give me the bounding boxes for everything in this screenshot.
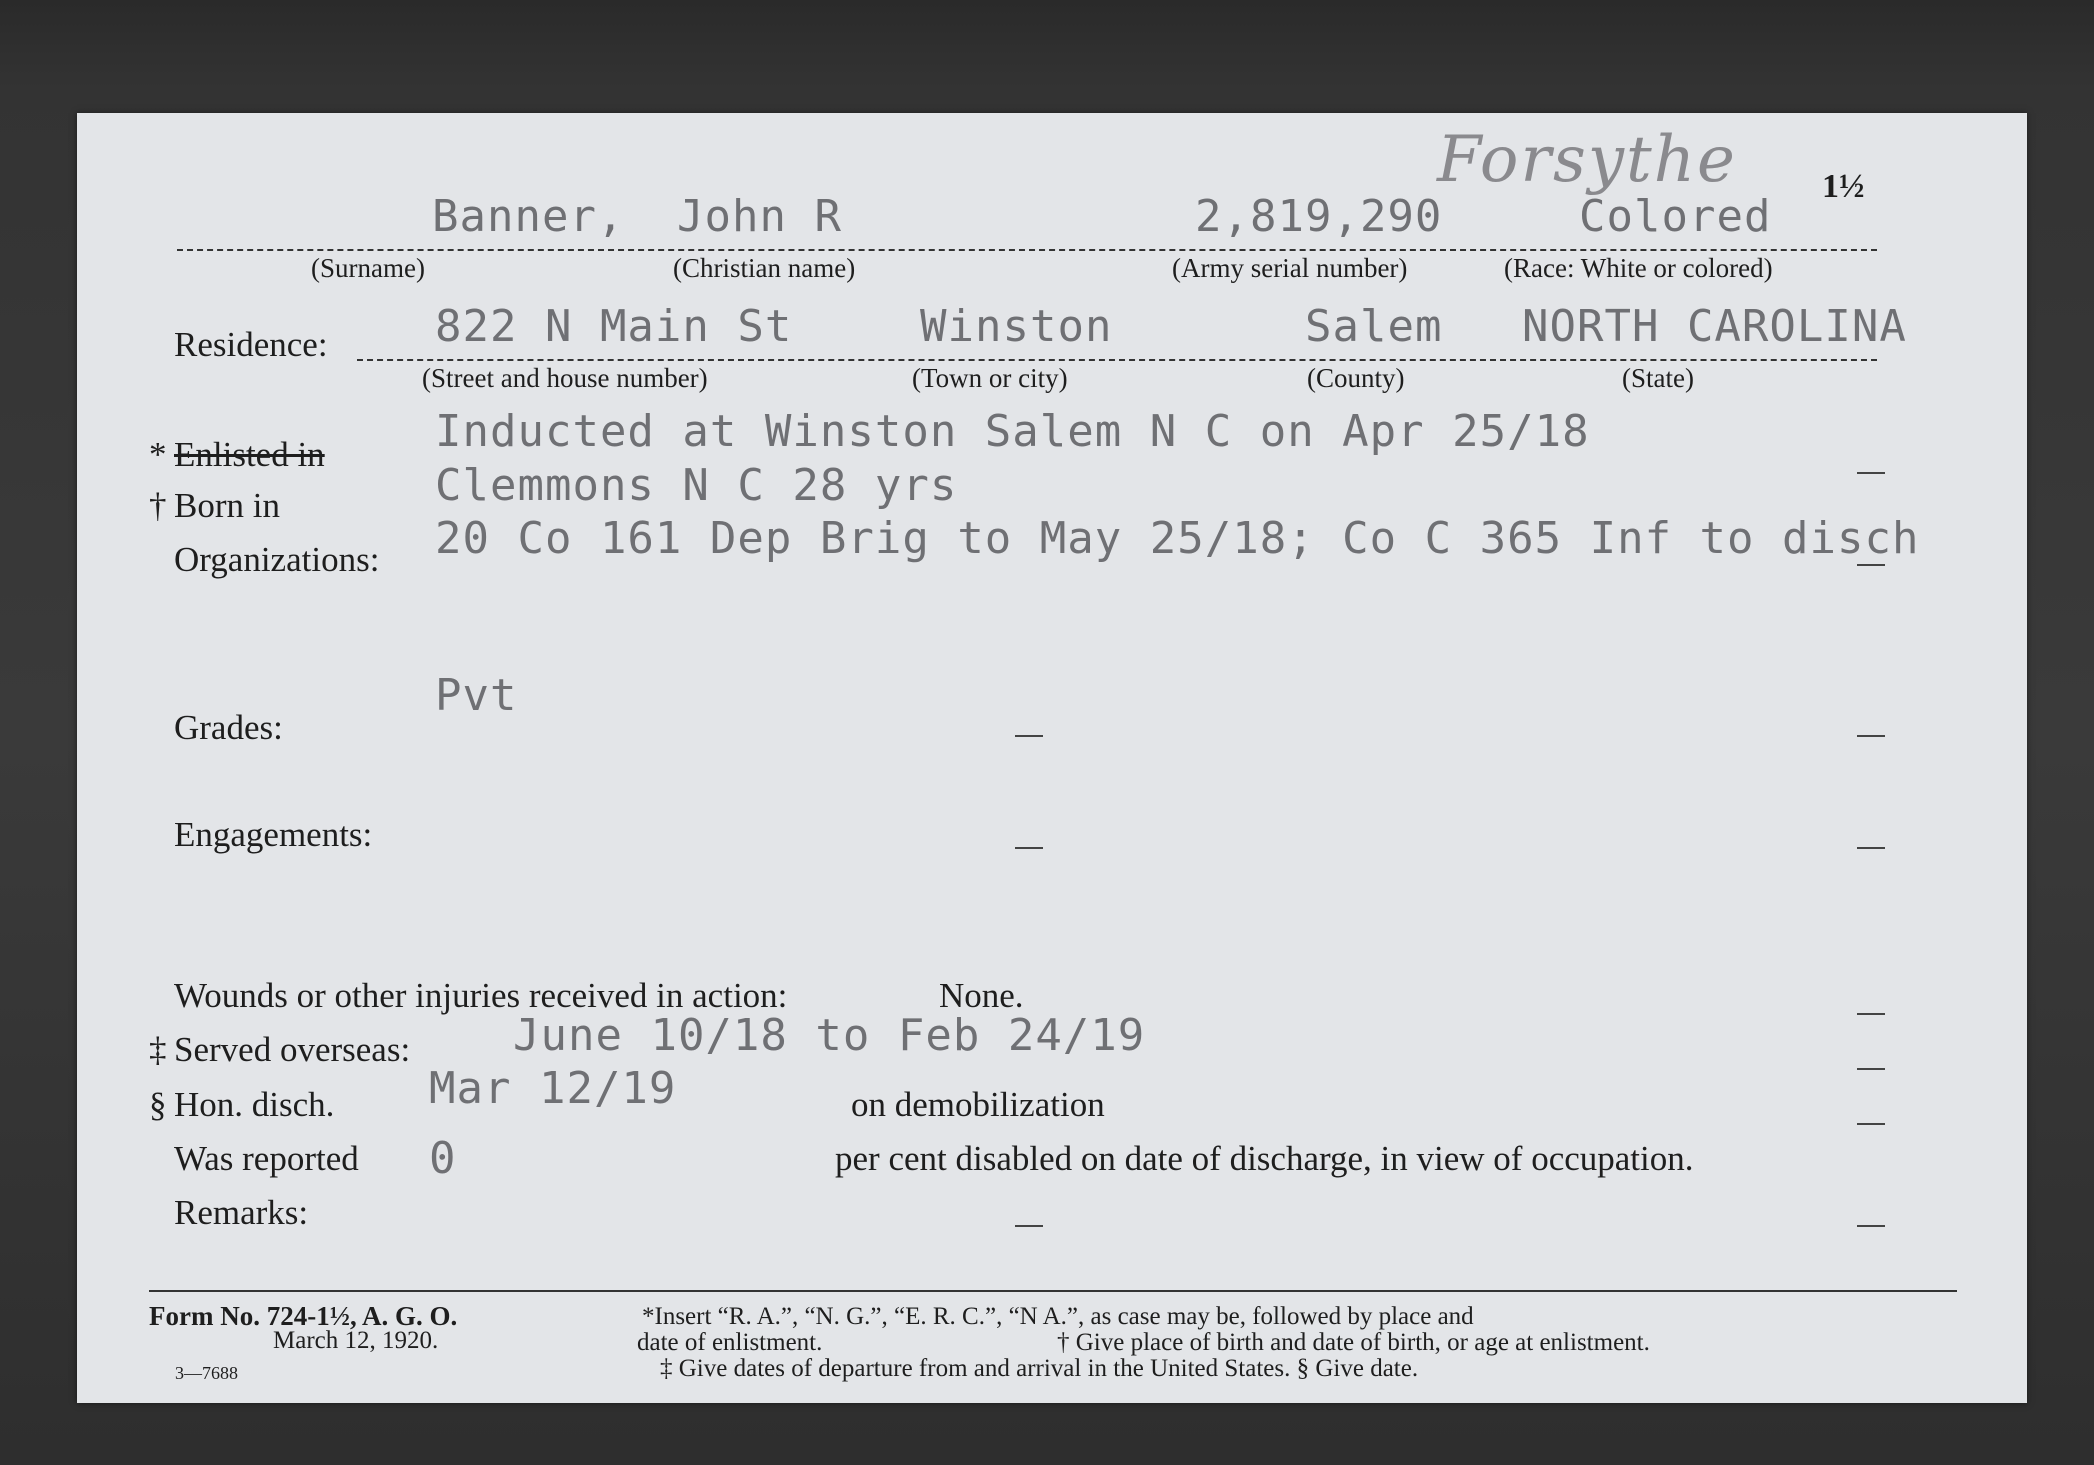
street-caption: (Street and house number) (422, 363, 708, 393)
disch-value: Mar 12/19 (429, 1063, 677, 1114)
race-caption: (Race: White or colored) (1504, 253, 1773, 283)
footnote-enlistment: date of enlistment. (637, 1329, 823, 1356)
tick-mark (1015, 1225, 1043, 1227)
footnote-overseas: ‡ Give dates of departure from and arrival in the United States. § Give date. (660, 1355, 1419, 1382)
surname-caption: (Surname) (311, 253, 425, 283)
overseas-value: June 10/18 to Feb 24/19 (513, 1010, 1146, 1061)
wounds-value: None. (939, 976, 1024, 1015)
service-record-card (77, 113, 2027, 1403)
surname-value: Banner, (432, 191, 625, 242)
serial-caption: (Army serial number) (1172, 253, 1408, 283)
organizations-label: Organizations: (174, 540, 380, 579)
grades-value: Pvt (435, 670, 518, 721)
serial-number-value: 2,819,290 (1195, 191, 1443, 242)
enlisted-mark: * (149, 435, 167, 474)
residence-town: Winston (920, 301, 1113, 352)
overseas-label: Served overseas: (174, 1030, 411, 1069)
tick-mark (1857, 1013, 1885, 1015)
residence-label: Residence: (174, 325, 328, 364)
reported-label: Was reported (174, 1139, 359, 1178)
form-number: Form No. 724-1½, A. G. O. (149, 1301, 458, 1331)
town-caption: (Town or city) (912, 363, 1068, 393)
footnote-insert: *Insert “R. A.”, “N. G.”, “E. R. C.”, “N A.”, as case may be, followed by place and (642, 1303, 1474, 1330)
tick-mark (1857, 472, 1885, 474)
state-caption: (State) (1622, 363, 1694, 393)
tick-mark (1857, 847, 1885, 849)
enlisted-label: Enlisted in (174, 435, 325, 474)
born-label: Born in (174, 486, 280, 525)
residence-state: NORTH CAROLINA (1522, 301, 1907, 352)
form-date: March 12, 1920. (273, 1327, 439, 1354)
grades-label: Grades: (174, 708, 283, 747)
remarks-label: Remarks: (174, 1193, 309, 1232)
overseas-mark: ‡ (149, 1030, 167, 1069)
tick-mark (1857, 1123, 1885, 1125)
engagements-label: Engagements: (174, 815, 373, 854)
residence-street: 822 N Main St (435, 301, 793, 352)
born-value: Clemmons N C 28 yrs (435, 460, 958, 511)
tick-mark (1857, 735, 1885, 737)
footer-rule (149, 1290, 1957, 1292)
christian-name-value: John R (677, 191, 842, 242)
residence-dashed-line (357, 359, 1877, 361)
disch-mark: § (149, 1085, 167, 1124)
reported-value: 0 (429, 1133, 457, 1184)
enlisted-value: Inducted at Winston Salem N C on Apr 25/18 (435, 406, 1590, 457)
wounds-label: Wounds or other injuries received in action: (174, 976, 788, 1015)
disch-note: on demobilization (851, 1085, 1105, 1124)
county-caption: (County) (1307, 363, 1405, 393)
tick-mark (1015, 735, 1043, 737)
handwritten-county: Forsythe (1437, 123, 1737, 197)
tick-mark (1857, 564, 1885, 566)
christian-name-caption: (Christian name) (673, 253, 856, 283)
print-code: 3—7688 (175, 1363, 238, 1383)
tick-mark (1857, 1068, 1885, 1070)
race-value: Colored (1579, 191, 1772, 242)
tick-mark (1015, 847, 1043, 849)
card-code: 1½ (1822, 168, 1865, 205)
reported-note: per cent disabled on date of discharge, in view of occupation. (835, 1139, 1694, 1178)
residence-county: Salem (1305, 301, 1443, 352)
header-dashed-line (177, 249, 1877, 251)
born-mark: † (149, 486, 167, 525)
tick-mark (1857, 1225, 1885, 1227)
disch-label: Hon. disch. (174, 1085, 335, 1124)
organizations-value: 20 Co 161 Dep Brig to May 25/18; Co C 365 Inf to disch (435, 513, 1920, 564)
footnote-birth: † Give place of birth and date of birth, or age at enlistment. (1057, 1329, 1650, 1356)
